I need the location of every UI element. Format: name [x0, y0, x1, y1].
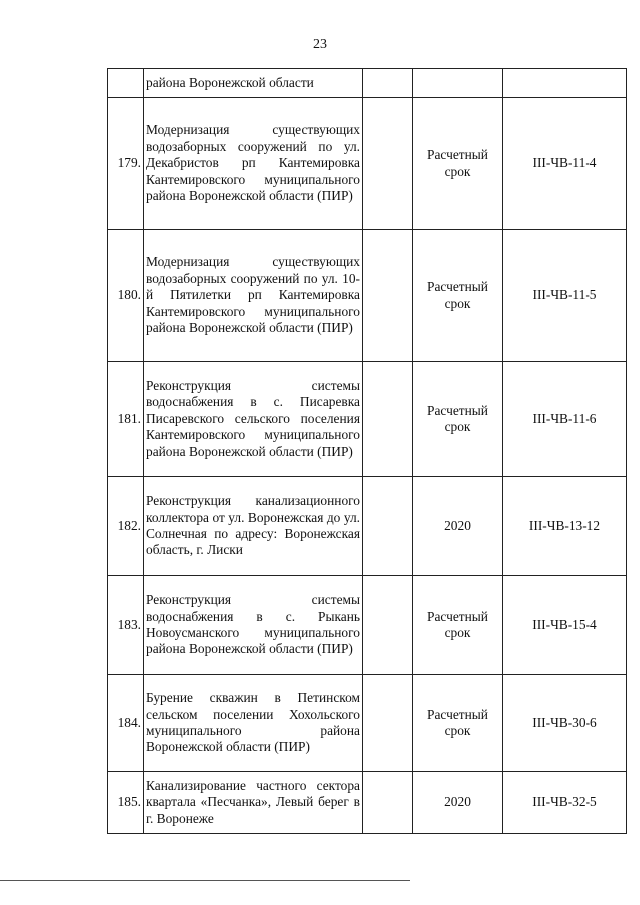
empty-cell: [363, 675, 413, 772]
code-cell: III-ЧВ-13-12: [503, 477, 627, 576]
term-cell: Расчетный срок: [413, 98, 503, 230]
table-row: [108, 362, 627, 477]
project-name-cell: Реконструкция системы водоснабжения в с. Писаревка Писаревского сельского поселения Кантемировского муниципального района Воронежской области (ПИР): [144, 362, 363, 477]
row-number-cell: [108, 69, 144, 98]
term-cell: 2020: [413, 772, 503, 834]
table-row: [108, 675, 627, 772]
row-number-cell: 185.: [108, 772, 144, 834]
page-number: 23: [313, 37, 327, 52]
empty-cell: [363, 362, 413, 477]
row-number-cell: 182.: [108, 477, 144, 576]
code-cell: III-ЧВ-30-6: [503, 675, 627, 772]
empty-cell: [363, 98, 413, 230]
table-row-continuation: [108, 69, 627, 98]
table-row: [108, 230, 627, 362]
term-cell: Расчетный срок: [413, 362, 503, 477]
code-cell: III-ЧВ-11-4: [503, 98, 627, 230]
projects-table: [107, 68, 627, 834]
project-name-cell: Канализирование частного сектора квартала «Песчанка», Левый берег в г. Воронеже: [144, 772, 363, 834]
code-cell: III-ЧВ-32-5: [503, 772, 627, 834]
project-name-cell: Бурение скважин в Петинском сельском поселении Хохольского муниципального района Воронежской области (ПИР): [144, 675, 363, 772]
empty-cell: [363, 230, 413, 362]
empty-cell: [363, 477, 413, 576]
table-row: [108, 98, 627, 230]
empty-cell: [363, 576, 413, 675]
code-cell: III-ЧВ-11-6: [503, 362, 627, 477]
table-row: [108, 576, 627, 675]
row-number-cell: 179.: [108, 98, 144, 230]
project-name-cell: Реконструкция системы водоснабжения в с. Рыкань Новоусманского муниципального района Воронежской области (ПИР): [144, 576, 363, 675]
project-name-cell: Реконструкция канализационного коллектора от ул. Воронежская до ул. Солнечная по адресу: Воронежская область, г. Лиски: [144, 477, 363, 576]
term-cell: Расчетный срок: [413, 230, 503, 362]
empty-cell: [363, 772, 413, 834]
term-cell: 2020: [413, 477, 503, 576]
project-name-cell: Модернизация существующих водозаборных сооружений по ул. 10-й Пятилетки рп Кантемировка Кантемировского муниципального района Воронежской области (ПИР): [144, 230, 363, 362]
code-cell: III-ЧВ-11-5: [503, 230, 627, 362]
term-cell: Расчетный срок: [413, 576, 503, 675]
term-cell: Расчетный срок: [413, 675, 503, 772]
row-number-cell: 184.: [108, 675, 144, 772]
project-name-cell: Модернизация существующих водозаборных сооружений по ул. Декабристов рп Кантемировка Кантемировского муниципального района Воронежской области (ПИР): [144, 98, 363, 230]
empty-cell: [363, 69, 413, 98]
code-cell: [503, 69, 627, 98]
row-number-cell: 181.: [108, 362, 144, 477]
table-row: [108, 772, 627, 834]
footer-divider: [0, 880, 410, 881]
code-cell: III-ЧВ-15-4: [503, 576, 627, 675]
term-cell: [413, 69, 503, 98]
row-number-cell: 180.: [108, 230, 144, 362]
project-name-cell: района Воронежской области: [144, 69, 363, 98]
row-number-cell: 183.: [108, 576, 144, 675]
table-row: [108, 477, 627, 576]
